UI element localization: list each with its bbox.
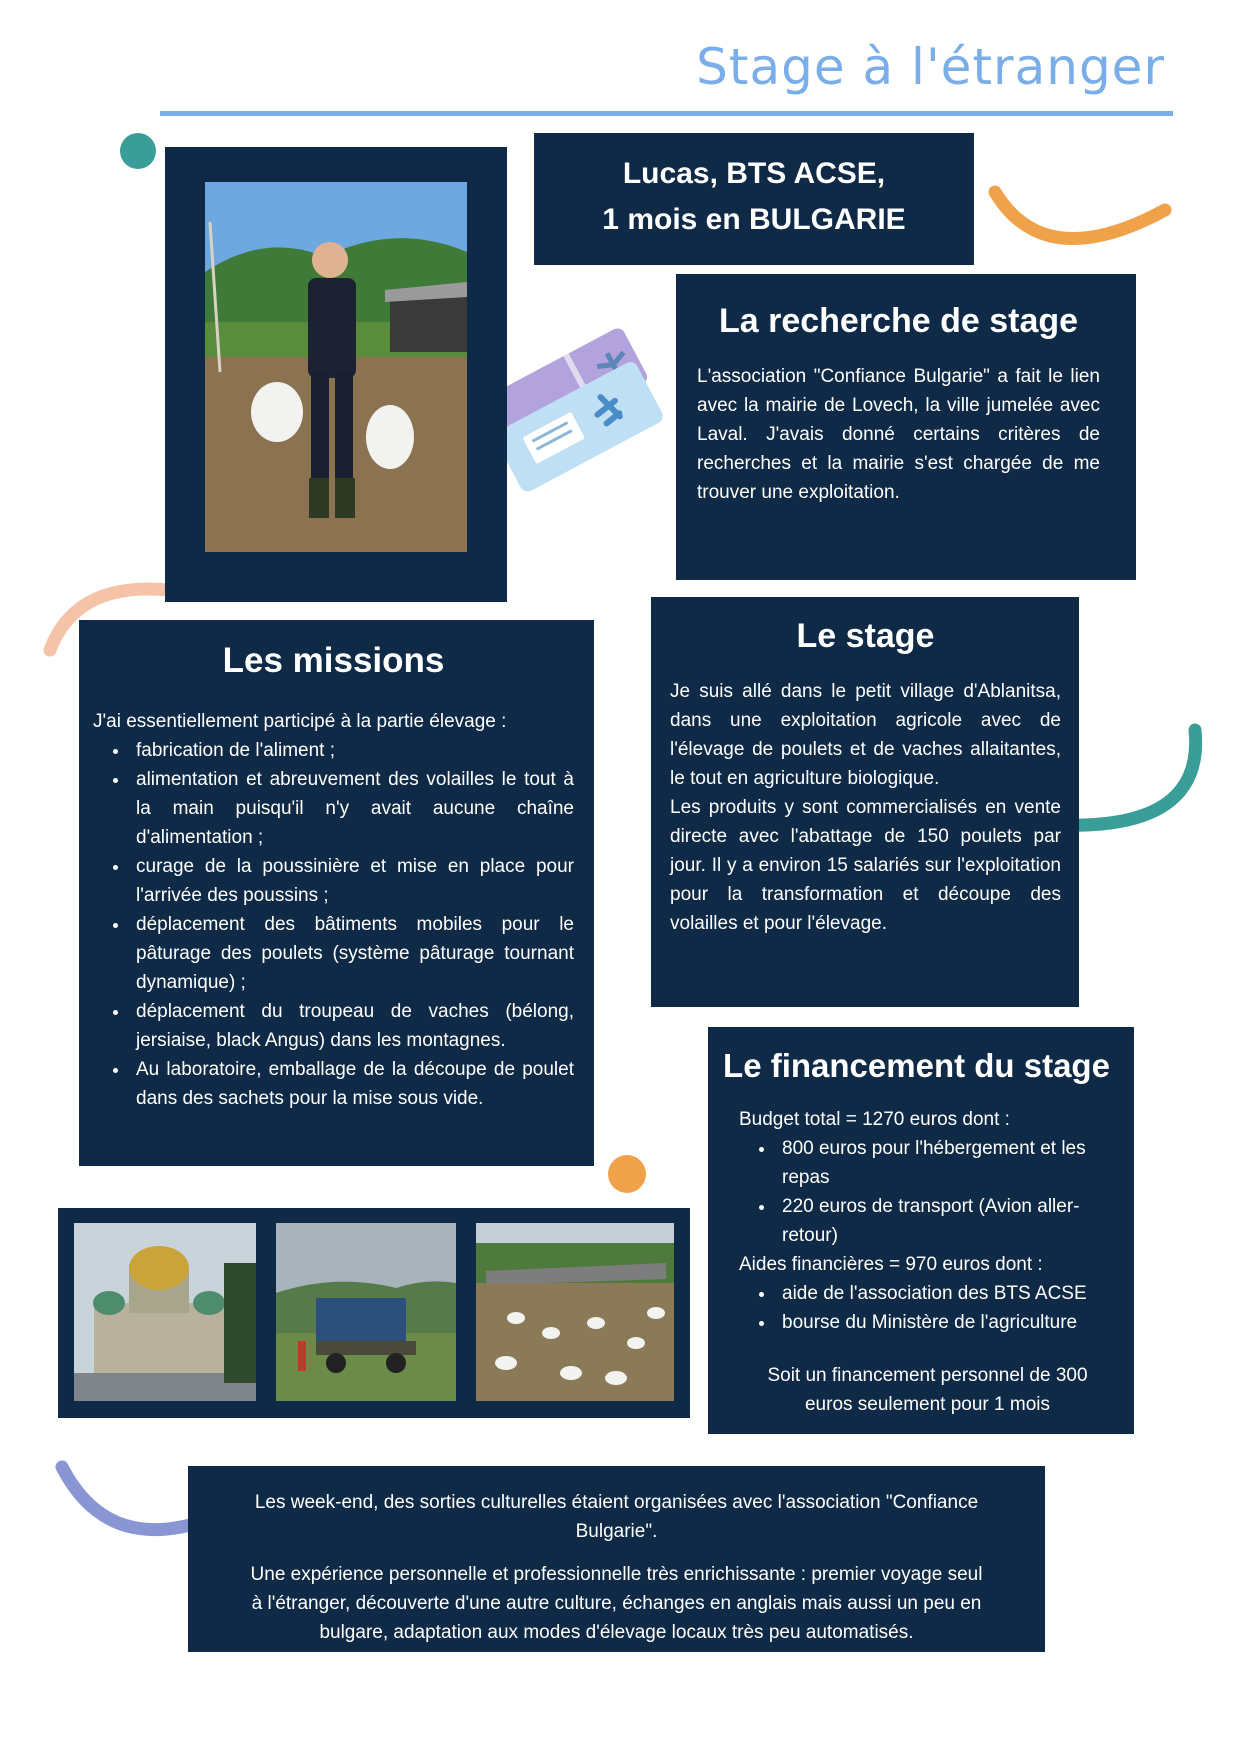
financement-section [708, 1027, 1134, 1434]
orange-arc-decoration [985, 180, 1175, 270]
stage-section [651, 597, 1079, 1007]
footer-paragraph-1: Les week-end, des sorties culturelles étaient organisées avec l'association "Confiance Bulgarie". [254, 1492, 979, 1542]
missions-section [79, 620, 594, 1166]
list-item: • Au laboratoire, emballage de la découpe de poulet dans des sachets pour la mise sous vide. [130, 1055, 574, 1113]
list-item: • alimentation et abreuvement des volailles le tout à la main puisqu'il n'y avait aucune chaîne d'alimentation ; [130, 765, 574, 852]
list-item: • fabrication de l'aliment ; [130, 736, 574, 765]
list-item: • 220 euros de transport (Avion aller-retour) [776, 1192, 1116, 1250]
truck-photo [276, 1223, 456, 1401]
missions-intro: J'ai essentiellement participé à la partie élevage : [93, 711, 507, 732]
financement-conclusion: Soit un financement personnel de 300 euros seulement pour 1 mois [767, 1365, 1088, 1415]
list-item: • bourse du Ministère de l'agriculture [776, 1308, 1116, 1337]
budget-list [739, 1134, 1116, 1250]
orange-dot-decoration [608, 1155, 646, 1193]
stage-paragraph-2: Les produits y sont commercialisés en vente directe avec l'abattage de 150 poulets par jour. Il y a environ 15 salariés sur l'exploitation pour la transformation et découpe des volailles et pour l'élevage. [670, 797, 1061, 934]
missions-list [93, 736, 574, 1113]
chicken-barn-photo [476, 1223, 674, 1401]
page-title: Stage à l'étranger [696, 38, 1165, 96]
portrait-photo [205, 182, 467, 552]
stage-title: Le stage [796, 617, 935, 655]
list-item: • aide de l'association des BTS ACSE [776, 1279, 1116, 1308]
list-item: • 800 euros pour l'hébergement et les repas [776, 1134, 1116, 1192]
recherche-title: La recherche de stage [718, 302, 1079, 340]
recherche-section [676, 274, 1136, 580]
footer-paragraph-2: Une expérience personnelle et professionnelle très enrichissante : premier voyage seul à l'étranger, découverte d'une autre culture, échanges en anglais mais aussi un peu en bulgare, adaptation aux modes d'élevage locaux très peu automatisés. [250, 1564, 983, 1643]
recherche-text: L'association "Confiance Bulgarie" a fait le lien avec la mairie de Lovech, la ville jumelée avec Laval. J'avais donné certains critères de recherches et la mairie s'est chargée de me trouver une exploitation. [697, 366, 1100, 503]
header-line-country: 1 mois en BULGARIE [602, 203, 906, 236]
portrait-photo-frame [165, 147, 507, 602]
financement-title: Le financement du stage [723, 1047, 1110, 1084]
teal-dot-decoration [120, 133, 156, 169]
plane-ticket-icon [478, 315, 678, 500]
stage-paragraph-1: Je suis allé dans le petit village d'Ablanitsa, dans une exploitation agricole avec de l'élevage de poulets et de vaches allaitantes, le tout en agriculture biologique. [670, 681, 1061, 789]
list-item: • curage de la poussinière et mise en place pour l'arrivée des poussins ; [130, 852, 574, 910]
aides-label: Aides financières = 970 euros dont : [739, 1254, 1043, 1275]
list-item: • déplacement des bâtiments mobiles pour le pâturage des poulets (système pâturage tournant dynamique) ; [130, 910, 574, 997]
list-item: • déplacement du troupeau de vaches (bélong, jersiaise, black Angus) dans les montagnes. [130, 997, 574, 1055]
missions-title: Les missions [222, 641, 445, 680]
title-underline [160, 111, 1173, 116]
cathedral-photo [74, 1223, 256, 1401]
footer-section [188, 1466, 1045, 1652]
header-line-name: Lucas, BTS ACSE, [622, 157, 886, 190]
header-card [534, 133, 974, 265]
photo-gallery-strip [58, 1208, 690, 1418]
aides-list [739, 1279, 1116, 1337]
budget-label: Budget total = 1270 euros dont : [739, 1109, 1010, 1130]
